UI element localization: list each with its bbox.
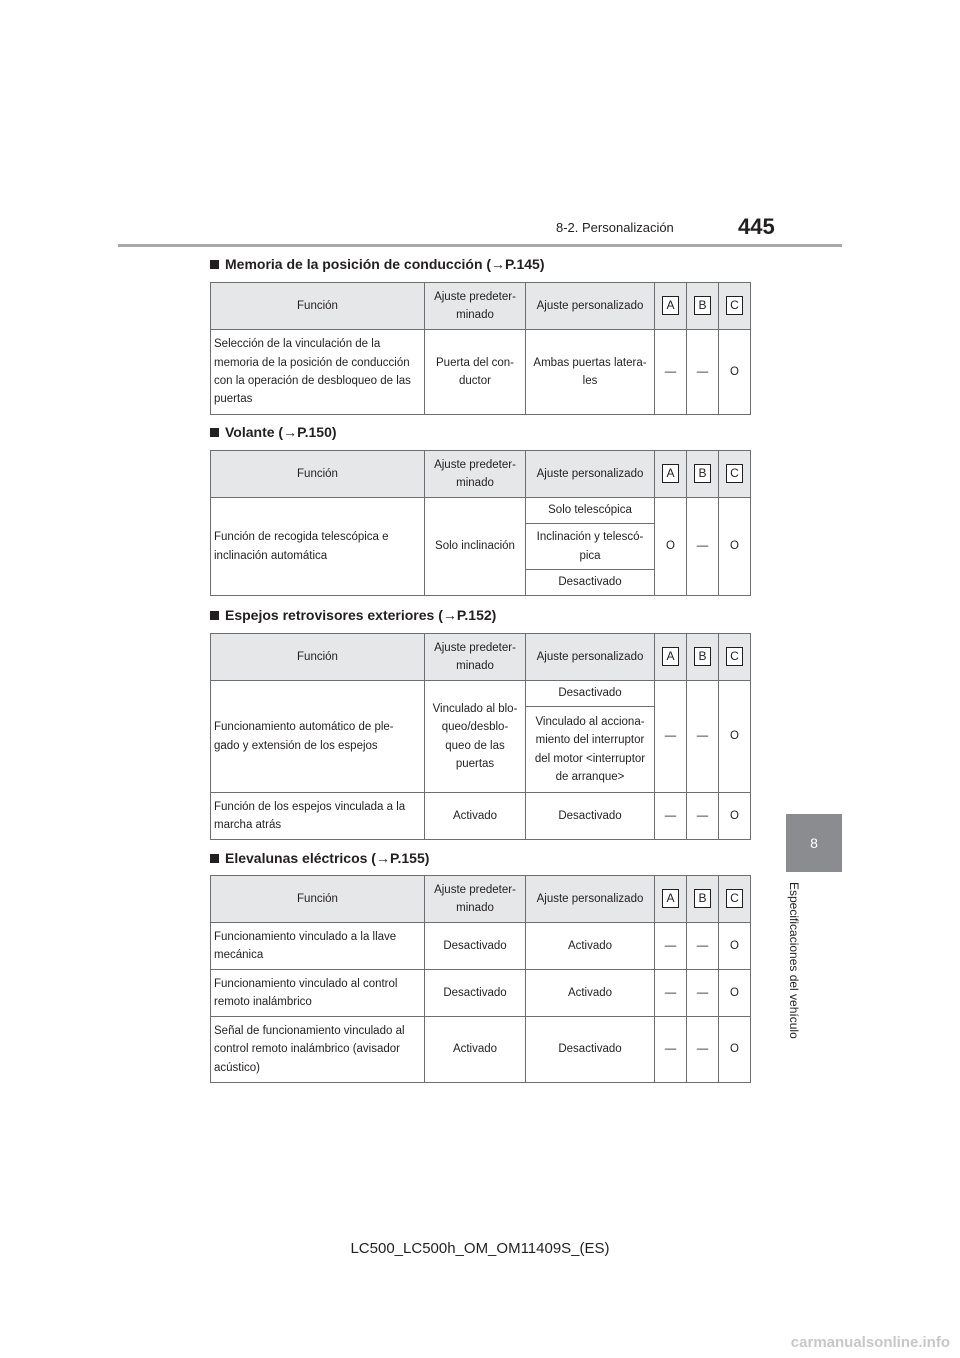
square-bullet-icon — [210, 611, 219, 620]
table-row: Función de recogida telescópica e inclinación automática Solo inclinación Solo telescópica O — O — [211, 498, 751, 524]
table-memoria — [210, 282, 751, 415]
page-number: 445 — [738, 214, 775, 239]
square-bullet-icon — [210, 854, 219, 863]
footer-code: LC500_LC500h_OM_OM11409S_(ES) — [350, 1240, 610, 1257]
section-title-elevalunas: Elevalunas eléctricos (→P.155) — [210, 850, 429, 866]
table-row: Función de los espejos vinculada a la marcha atrás Activado Desactivado — — O — [211, 793, 751, 840]
table-row: Funcionamiento vinculado al control remoto inalámbrico Desactivado Activado — — O — [211, 970, 751, 1017]
col-a: A — [655, 283, 687, 330]
chapter-tab: 8 — [786, 814, 842, 872]
table-row: Funcionamiento vinculado a la llave mecánica Desactivado Activado — — O — [211, 923, 751, 970]
table-header: Función Ajuste predeter- minado Ajuste personalizado A B C — [211, 876, 751, 923]
table-header: Función Ajuste predeter- minado Ajuste personalizado A B C — [211, 634, 751, 681]
square-bullet-icon — [210, 260, 219, 269]
table-espejos — [210, 633, 751, 840]
table-row: Funcionamiento automático de ple- gado y extensión de los espejos Vinculado al blo- queo/desblo- queo de las puertas Desactivado — — O — [211, 681, 751, 707]
table-row: Selección de la vinculación de la memoria de la posición de conducción con la operación de desbloqueo de las puertas Puerta del con- ductor Ambas puertas latera- les — — O — [211, 330, 751, 415]
col-default: Ajuste predeter- minado — [425, 283, 526, 330]
table-row: Vinculado al acciona- miento del interruptor del motor <interruptor de arranque> — [211, 707, 751, 793]
chapter-side-title: Especificaciones del vehículo — [787, 882, 801, 1039]
watermark: carmanualsonline.info — [790, 1334, 950, 1351]
header-section: 8-2. Personalización — [556, 220, 674, 235]
table-row: Desactivado — [211, 570, 751, 596]
table-volante — [210, 450, 751, 596]
col-function: Función — [211, 283, 425, 330]
header-rule — [118, 244, 842, 247]
table-row: Inclinación y telescó- pica — [211, 524, 751, 570]
table-header: Función Ajuste predeter- minado Ajuste personalizado A B C — [211, 451, 751, 498]
section-title-memoria: Memoria de la posición de conducción (→P.145) — [210, 256, 544, 272]
table-elevalunas — [210, 875, 751, 1083]
section-title-espejos: Espejos retrovisores exteriores (→P.152) — [210, 607, 496, 623]
table-header — [211, 283, 751, 330]
col-b: B — [687, 283, 719, 330]
square-bullet-icon — [210, 428, 219, 437]
table-row: Señal de funcionamiento vinculado al control remoto inalámbrico (avisador acústico) Activado Desactivado — — O — [211, 1017, 751, 1083]
col-c: C — [719, 283, 751, 330]
section-title-volante: Volante (→P.150) — [210, 424, 337, 440]
col-custom: Ajuste personalizado — [526, 283, 655, 330]
